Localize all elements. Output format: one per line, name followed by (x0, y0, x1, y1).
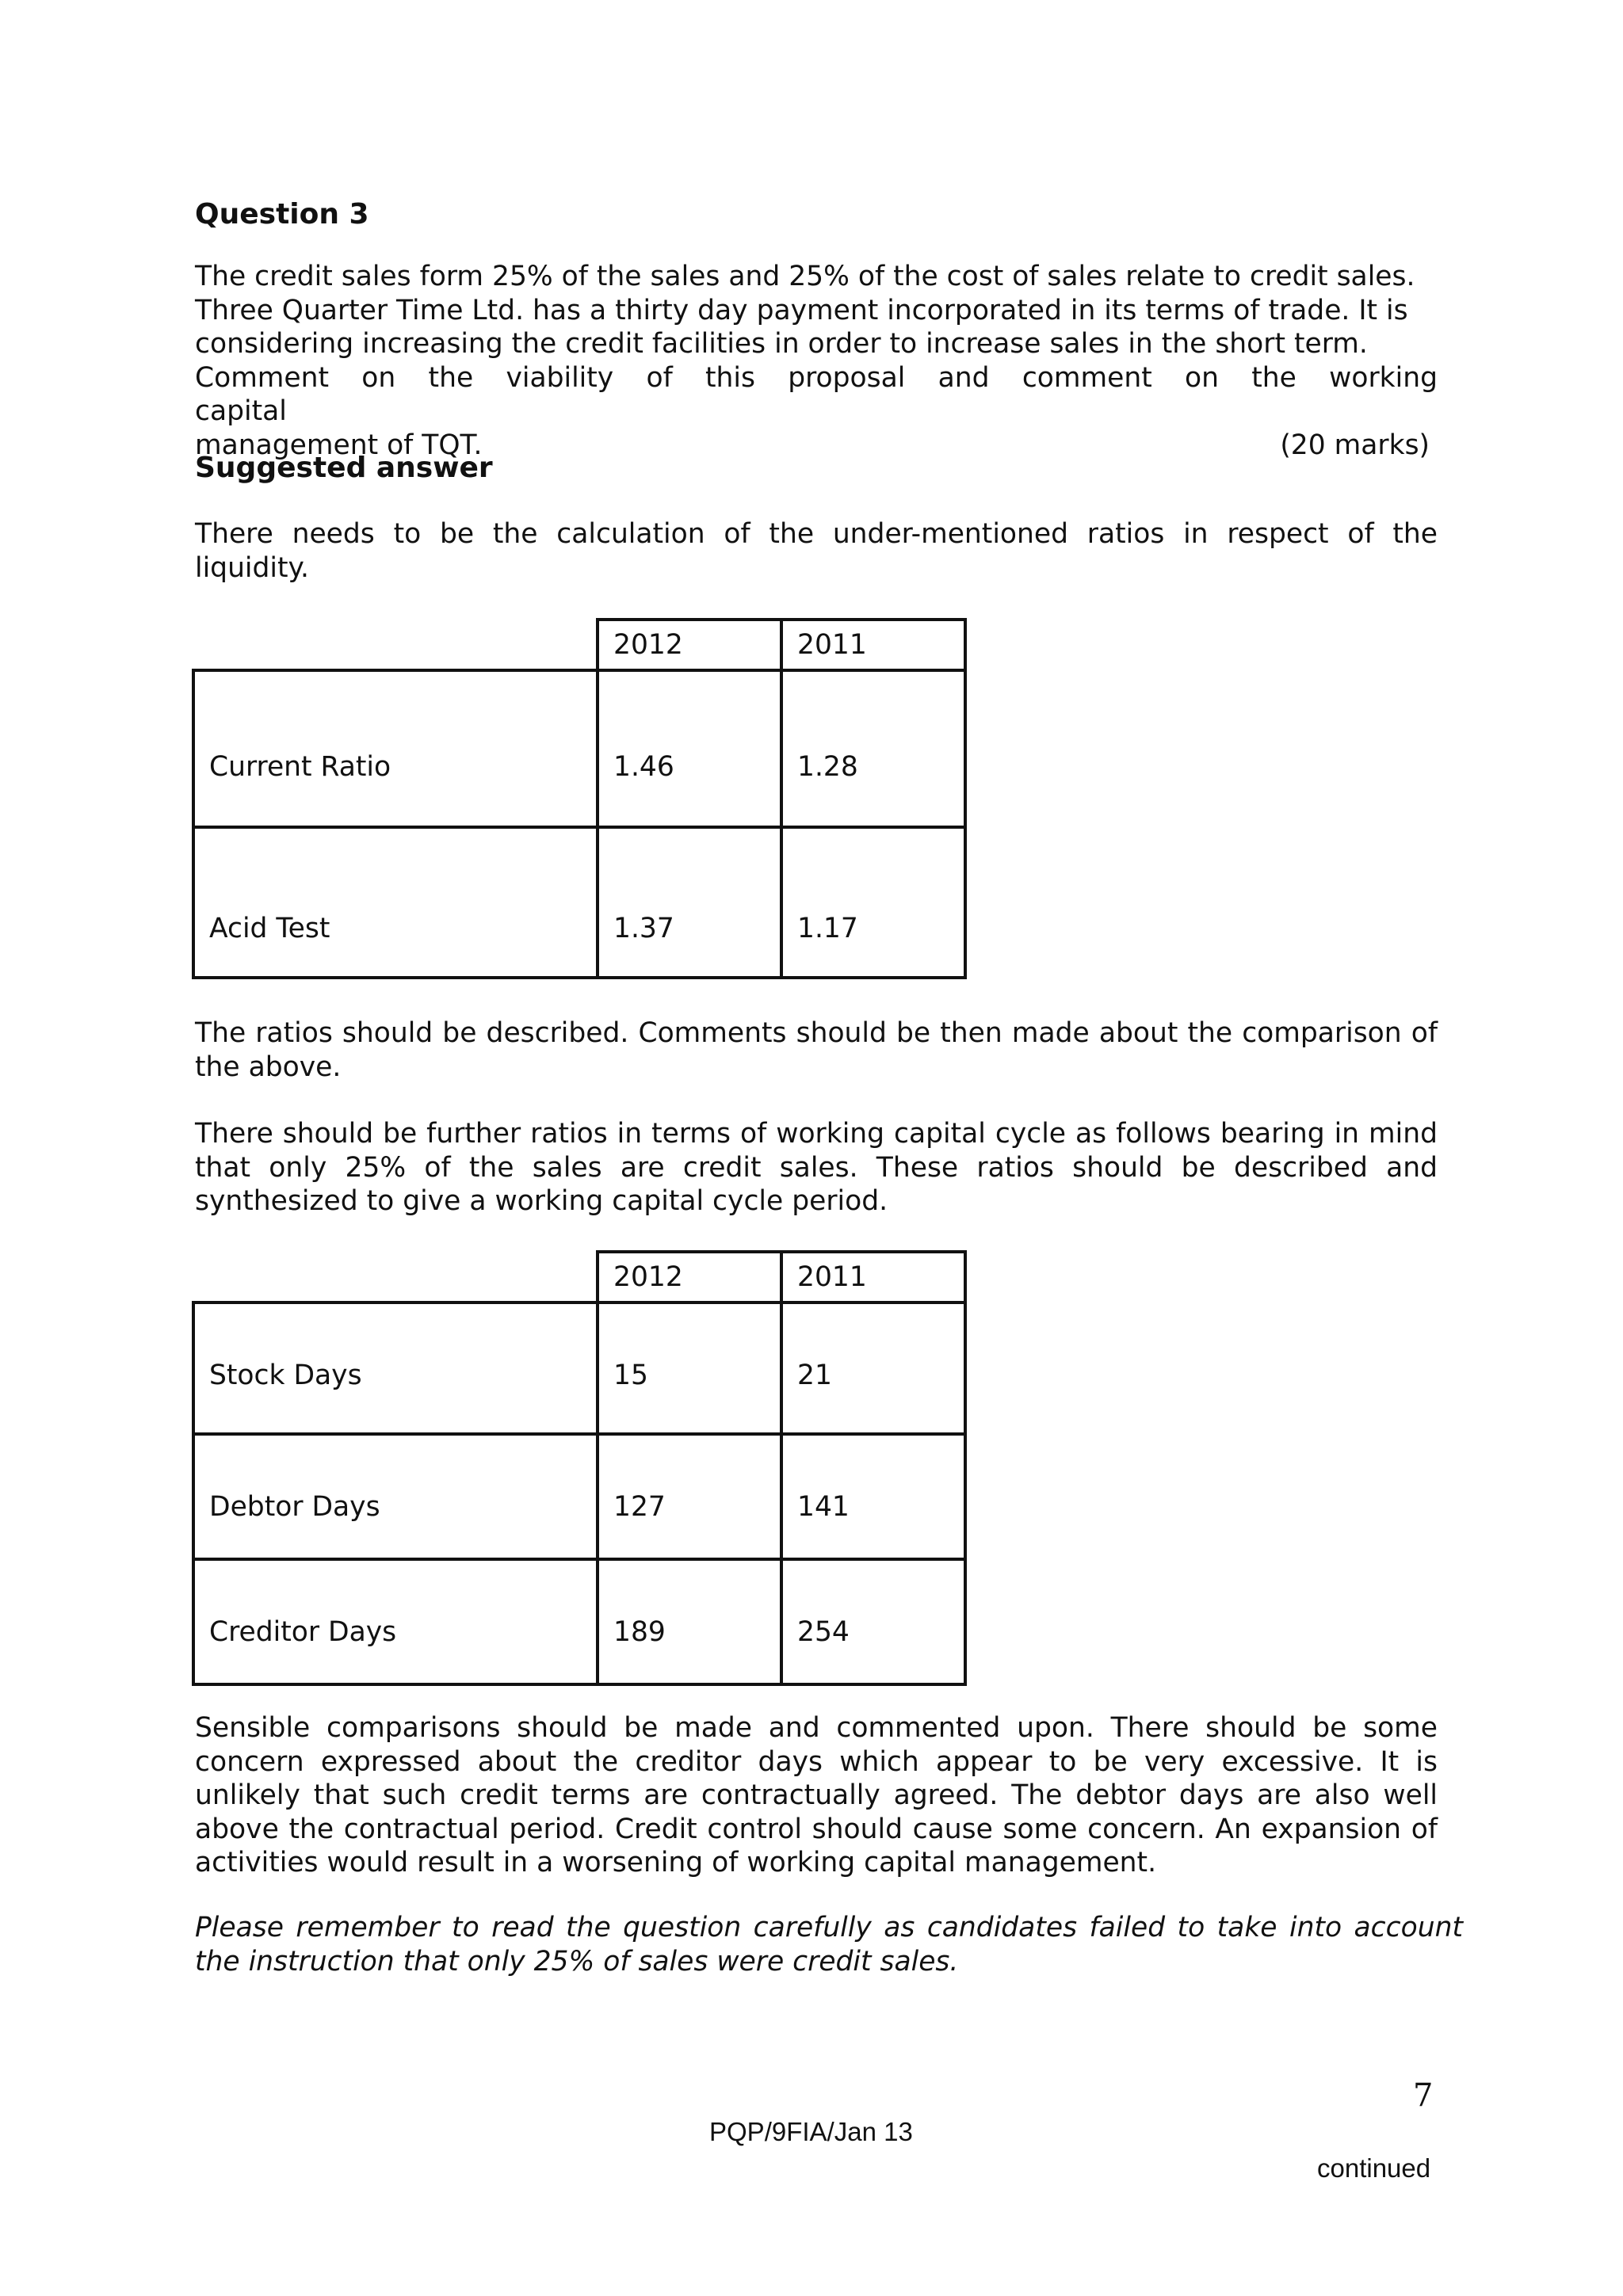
cycle-row-label: Creditor Days (193, 1559, 598, 1684)
cycle-row-2012: 15 (598, 1302, 781, 1434)
cycle-header-blank (193, 1252, 598, 1302)
para-ratios: The ratios should be described. Comments should be then made about the comparison of the above. (195, 1017, 1438, 1083)
paper-code: PQP/9FIA/Jan 13 (709, 2117, 913, 2146)
cycle-header-2011: 2011 (781, 1252, 965, 1302)
question-line-1: The credit sales form 25% of the sales and 25% of the cost of sales relate to credit sales. (195, 261, 1415, 292)
answer-heading: Suggested answer (195, 452, 493, 484)
para-cycle: There should be further ratios in terms of working capital cycle as follows bearing in mind that only 25% of the sales are credit sales. These ratios should be described and synthesized to give a working capital cycle period. (195, 1118, 1438, 1217)
liquidity-row (193, 827, 965, 978)
cycle-table (192, 1250, 967, 1686)
liquidity-header-2012: 2012 (598, 620, 781, 670)
cycle-row-2012: 127 (598, 1434, 781, 1559)
question-body (195, 260, 1438, 462)
question-last-line: management of TQT. (195, 429, 483, 461)
para-comparisons: Sensible comparisons should be made and commented upon. There should be some concern expressed about the creditor days which appear to be very excessive. It is unlikely that such credit terms are contractually agreed. The debtor days are also well above the contractual period. Credit control should cause some concern. An expansion of activities would result in a worsening of working capital management. (195, 1712, 1438, 1878)
cycle-header-row (193, 1252, 965, 1302)
cycle-row (193, 1302, 965, 1434)
liquidity-row-2012: 1.37 (598, 827, 781, 978)
liquidity-row-label: Current Ratio (193, 670, 598, 827)
cycle-row-2011: 254 (781, 1559, 965, 1684)
answer-intro: There needs to be the calculation of the under-mentioned ratios in respect of the liquidity. (195, 518, 1438, 584)
liquidity-header-2011: 2011 (781, 620, 965, 670)
question-line-2: Three Quarter Time Ltd. has a thirty day payment incorporated in its terms of trade. It is (195, 294, 1408, 326)
liquidity-row (193, 670, 965, 827)
cycle-row-2011: 141 (781, 1434, 965, 1559)
continued-label: continued (1317, 2153, 1431, 2183)
cycle-row-label: Debtor Days (193, 1434, 598, 1559)
page-number: 7 (1413, 2077, 1434, 2114)
cycle-row-2012: 189 (598, 1559, 781, 1684)
question-line-4: Comment on the viability of this proposal and comment on the working capital (195, 361, 1438, 427)
cycle-row-label: Stock Days (193, 1302, 598, 1434)
cycle-row (193, 1434, 965, 1559)
exam-note: Please remember to read the question carefully as candidates failed to take into account the instruction that only 25% of sales were credit sales. (195, 1912, 1463, 1978)
cycle-header-2012: 2012 (598, 1252, 781, 1302)
question-heading: Question 3 (195, 198, 369, 231)
liquidity-row-2011: 1.28 (781, 670, 965, 827)
marks-label: (20 marks) (1280, 429, 1430, 461)
liquidity-header-row (193, 620, 965, 670)
liquidity-row-label: Acid Test (193, 827, 598, 978)
liquidity-header-blank (193, 620, 598, 670)
cycle-row-2011: 21 (781, 1302, 965, 1434)
liquidity-row-2011: 1.17 (781, 827, 965, 978)
liquidity-row-2012: 1.46 (598, 670, 781, 827)
liquidity-table (192, 618, 967, 979)
question-line-3: considering increasing the credit facilities in order to increase sales in the short term. (195, 328, 1368, 360)
cycle-row (193, 1559, 965, 1684)
